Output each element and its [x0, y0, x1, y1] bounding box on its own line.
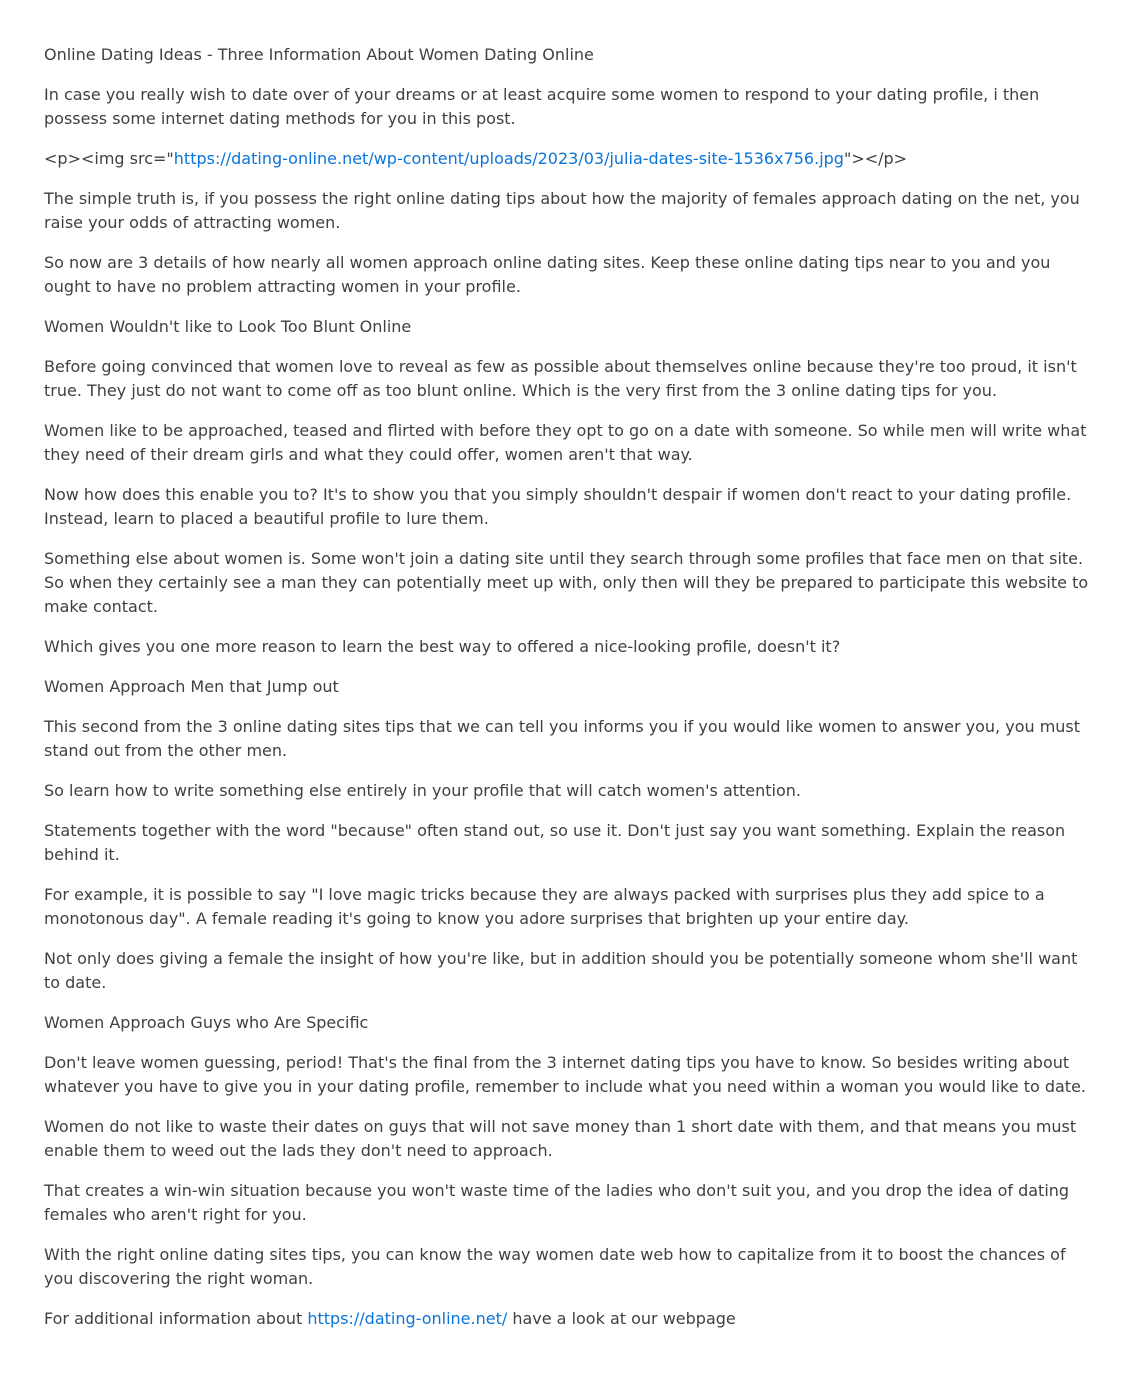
section-heading: Women Approach Guys who Are Specific: [44, 1013, 369, 1032]
intro-paragraph: In case you really wish to date over of your dreams or at least acquire some women to respond to your dating profile, i then possess some internet dating methods for you in this post.: [44, 85, 1040, 128]
site-link[interactable]: https://dating-online.net/: [307, 1309, 508, 1328]
paragraph: Don't leave women guessing, period! That's the final from the 3 internet dating tips you have to know. So besides writing about whatever you have to give you in your dating profile, remember to include what you need within a woman you would like to date.: [44, 1053, 1087, 1096]
outro-prefix: For additional information about: [44, 1309, 308, 1328]
paragraph: Something else about women is. Some won't join a dating site until they search through some profiles that face men on that site. So when they certainly see a man they can potentially meet up with, only then will they be prepared to participate this website to make contact.: [44, 549, 1089, 616]
paragraph: Women like to be approached, teased and flirted with before they opt to go on a date with someone. So while men will write what they need of their dream girls and what they could offer, women aren't that way.: [44, 421, 1087, 464]
paragraph: With the right online dating sites tips, you can know the way women date web how to capitalize from it to boost the chances of you discovering the right woman.: [44, 1245, 1066, 1288]
raw-img-prefix: <p><img src=": [44, 149, 174, 168]
paragraph: Before going convinced that women love to reveal as few as possible about themselves online because they're too proud, it isn't true. They just do not want to come off as too blunt online. Which is the very first from the 3 online dating tips for you.: [44, 357, 1077, 400]
paragraph: Which gives you one more reason to learn the best way to offered a nice-looking profile, doesn't it?: [44, 637, 841, 656]
outro-paragraph: [44, 1307, 1096, 1331]
paragraph: Not only does giving a female the insight of how you're like, but in addition should you be potentially someone whom she'll want to date.: [44, 949, 1078, 992]
image-url-link[interactable]: https://dating-online.net/wp-content/uploads/2023/03/julia-dates-site-1536x756.jpg: [173, 149, 844, 168]
paragraph: So now are 3 details of how nearly all women approach online dating sites. Keep these online dating tips near to you and you ought to have no problem attracting women in your profile.: [44, 253, 1051, 296]
outro-suffix: have a look at our webpage: [507, 1309, 736, 1328]
raw-image-markup: [44, 147, 1096, 171]
paragraph: Statements together with the word "because" often stand out, so use it. Don't just say you want something. Explain the reason behind it.: [44, 821, 1066, 864]
paragraph: The simple truth is, if you possess the right online dating tips about how the majority of females approach dating on the net, you raise your odds of attracting women.: [44, 189, 1080, 232]
article-body: [44, 43, 1096, 1347]
paragraph: For example, it is possible to say "I love magic tricks because they are always packed with surprises plus they add spice to a monotonous day". A female reading it's going to know you adore surprises that brighten up your entire day.: [44, 885, 1045, 928]
paragraph: So learn how to write something else entirely in your profile that will catch women's attention.: [44, 781, 802, 800]
paragraph: Now how does this enable you to? It's to show you that you simply shouldn't despair if women don't react to your dating profile. Instead, learn to placed a beautiful profile to lure them.: [44, 485, 1072, 528]
section-heading: Women Approach Men that Jump out: [44, 677, 339, 696]
raw-img-suffix: "></p>: [843, 149, 908, 168]
paragraph: This second from the 3 online dating sites tips that we can tell you informs you if you would like women to answer you, you must stand out from the other men.: [44, 717, 1081, 760]
paragraph: Women do not like to waste their dates on guys that will not save money than 1 short date with them, and that means you must enable them to weed out the lads they don't need to approach.: [44, 1117, 1077, 1160]
paragraph: That creates a win-win situation because you won't waste time of the ladies who don't suit you, and you drop the idea of dating females who aren't right for you.: [44, 1181, 1070, 1224]
article-title: Online Dating Ideas - Three Information About Women Dating Online: [44, 45, 594, 64]
section-heading: Women Wouldn't like to Look Too Blunt Online: [44, 317, 412, 336]
